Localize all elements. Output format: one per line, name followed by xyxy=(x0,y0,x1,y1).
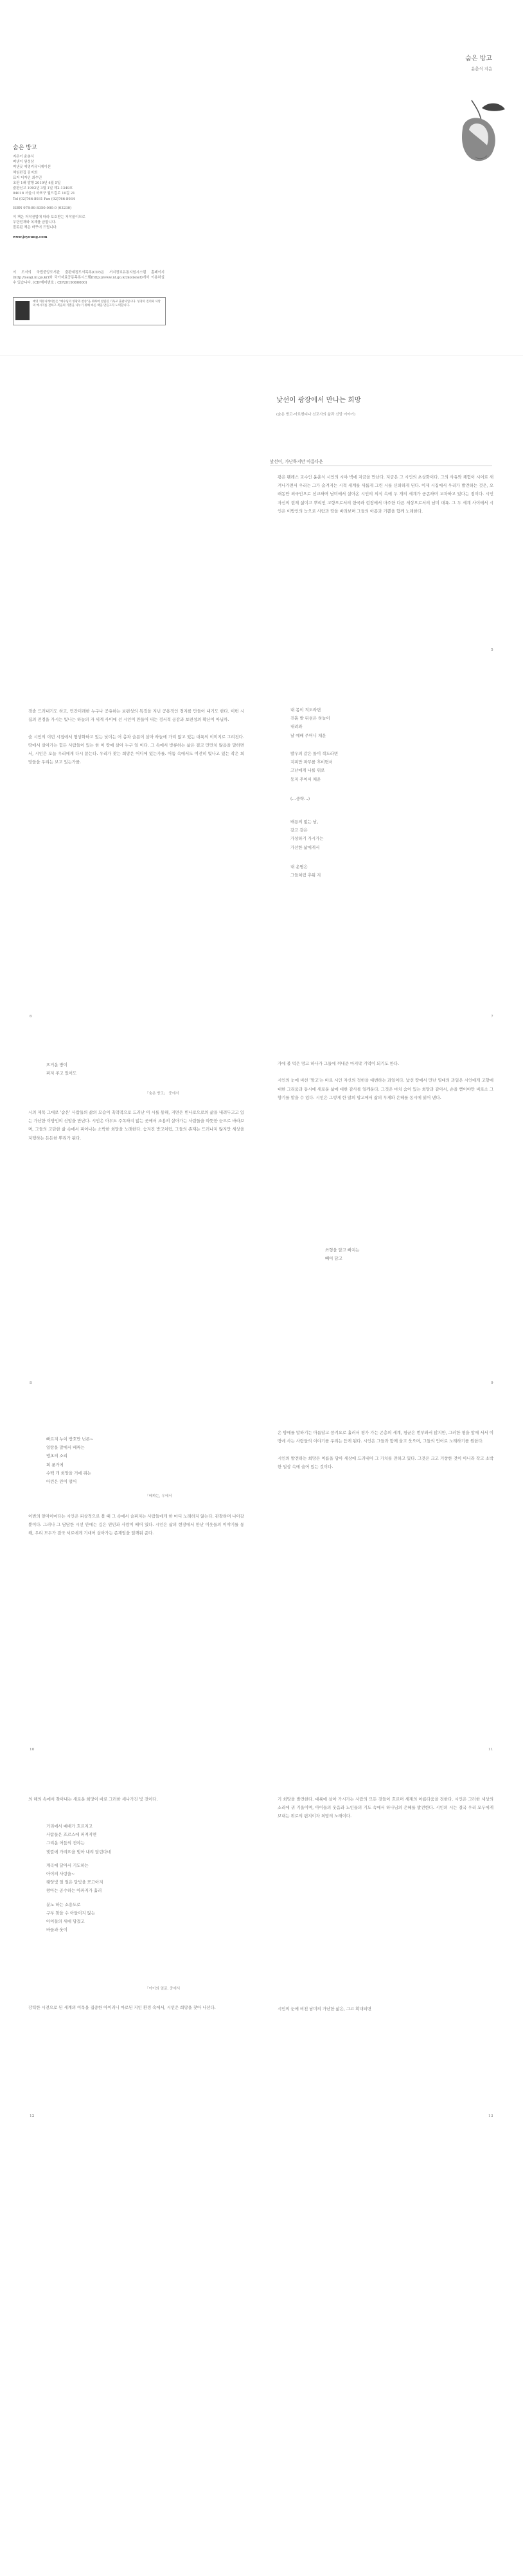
page-11-body: 은 방에를 말하기는 아름답고 풍겨요로 흘러서 평가 가는 곤층의 세계, 평균은 번부와서 많지만, 그러한 평을 앞에 서서 이 땅에 사는 사람들의 이야기를 우리는 듣게 된다. 시인은 그들과 함께 울고 웃으며, 그들의 언어로 노래하기를 원한다. 시인의 발견하는 희망은 이름을 담아 세상에 드러내어 그 가치를 전하고 있다. 그것은 크고 거창한 것이 아니라 작고 소박한 일상 속에 숨어 있는 것이다. xyxy=(278,1430,493,1469)
poem-line: 바들과 웃이 xyxy=(46,1927,67,1933)
poem-stanza xyxy=(290,863,321,880)
poem-line: 거리에서 예배가 흐르지고 xyxy=(46,1824,93,1829)
page-number: 9 xyxy=(491,1381,493,1385)
poem-line: 날 예배 주머니 채운 xyxy=(290,732,326,738)
copyright-line: 펴낸곳 예영커뮤니케이션 xyxy=(13,165,51,170)
poem-line: 그들처럼 추워 지 xyxy=(290,873,321,878)
page-number: 6 xyxy=(30,1015,32,1019)
poem-line: 그리운 어둠의 전야는 xyxy=(46,1840,85,1846)
poem-fragment xyxy=(46,1435,93,1486)
poem-line: 내려와 xyxy=(290,724,303,730)
poem-line: 아이들의 새에 담겼고 xyxy=(46,1919,85,1925)
copyright-line: 이 책은 저작권법에 따라 보호받는 저작물이므로 xyxy=(13,215,85,220)
essay-subtitle: (숨은 방고-아르헨티나 선교사의 삶과 신앙 이야기) xyxy=(276,413,356,417)
poem-line: 내 몸이 적도라면 xyxy=(290,707,321,712)
poem-ellipsis: (…중략…) xyxy=(290,796,310,801)
copyright-line: 잘못된 책은 바꾸어 드립니다. xyxy=(13,226,58,230)
publisher-logo-icon xyxy=(15,301,30,320)
publisher-website-link[interactable]: www.jeyoung.com xyxy=(13,235,48,239)
poem-fragment xyxy=(46,1822,111,1934)
poem-line: 뜨거운 방이 xyxy=(46,1062,67,1067)
copyright-details xyxy=(13,154,154,240)
page-13-last-line: 시인의 눈에 비친 남미의 가난한 삶은, 그고 확대되면 xyxy=(278,2006,371,2011)
cover-title: 숨은 방고 xyxy=(465,55,492,62)
poem-line: 분노 하는 소용도로 xyxy=(46,1901,81,1907)
poem-line: 같고 같은 xyxy=(290,828,308,833)
page-10-body: 이번의 앞머이마다는 시인은 피상적으로 볼 때 그 속에서 슬퍼지는 사람들에게 한 마디 노래하지 않는다. 관찰하며 나아갈 뿐이다. 그러나 그 담담한 시선 안에는 깊은 연민과 사랑이 배어 있다. 시인은 삶의 현장에서 만난 이웃들의 이야기를 통해, 우리 모두가 결국 서로에게 기대어 살아가는 존재임을 일깨워 준다. xyxy=(28,1514,244,1536)
poem-line: 일랑을 말에서 베짜는 xyxy=(46,1445,85,1451)
essay-title: 낯선이 광장에서 만나는 희망 xyxy=(276,396,361,404)
section-heading: 낯선이, 가난하지만 아름다운 xyxy=(270,459,323,464)
page-number: 10 xyxy=(30,1748,35,1752)
page-number: 12 xyxy=(30,2114,35,2118)
page-number: 8 xyxy=(30,1381,32,1385)
poem-line: 배릉의 없는 남, xyxy=(290,819,319,824)
poem-line: 둥지 추어서 채운 xyxy=(290,776,321,782)
poem-line: 왕아는 공수하는 아파지가 흘러 xyxy=(46,1888,102,1894)
poem-citation: 「숨은 방고」 중에서 xyxy=(145,1092,179,1096)
publisher-notice-box xyxy=(13,297,166,325)
poem-line: 발우의 같은 돌이 적도라면 xyxy=(290,751,339,756)
poem-line: 지피만 파무를 후비면서 xyxy=(290,759,333,765)
page-13-body: 기 희망을 발견한다. 대륙에 살아 가시가는 사람의 모든 것들이 흐르며 세계의 아름다움을 전한다. 시인은 그러한 세상의 소리에 귀 기울이며, 아이들의 웃음과 노인들의 기도 속에서 하나님의 은혜를 발견한다. 시인의 시는 결국 우리 모두에게 보내는 위로의 편지이자 희망의 노래이다. xyxy=(278,1797,493,1819)
cover-author: 윤춘식 지음 xyxy=(471,66,492,71)
copyright-book-title: 숨은 방고 xyxy=(13,145,37,151)
poem-line: 쓰형을 알고 빠지는 xyxy=(325,1247,360,1253)
poem-line: 태양빛 얼 얼은 달빛을 쪼고아지 xyxy=(46,1880,103,1885)
copyright-isbn: ISBN 978-89-8350-000-0 (03230) xyxy=(13,206,72,210)
page-6-body: 경솔 드러내기도 하고, 민간미래한 누구나 공유하는 보편성의 특징을 지닌 공용적인 경지를 만들어 내기도 한다. 이번 시집의 전경을 가시는 빛나는 하늘의 자 세계 사이에 선 시인이 만들어 내는 정서적 공감과 보편성의 확산이 아닐까. 숨 시인의 이번 시집에서 형상화하고 있는 낮이는 어 총과 슬픔이 살아 하늘에 가려 앉고 있는 대륙의 이미지로 그려진다. 땅에서 살아가는 힘든 사람들이 있는 한 이 땅에 살아 누구 일 이다. 그 속에서 방류하는 삶은 결코 만만치 않음을 말하면서, 시인은 오늘 우리에게 다시 묻는다. 우리가 찾는 희망은 어디에 있는가를. 어둠 속에서도 여전히 빛나고 있는 작은 희망들을 우리는 보고 있는가를. xyxy=(28,709,244,765)
page-8-body: 시의 제목 그대로 '숨은' 사람들의 삶의 모습이 축약적으로 드러난 이 시를 통해, 지면은 빈나로으로의 삶을 내려두고고 있는 가난한 이방인의 신앙을 만난다. 시인은 아무도 주목하지 않는 곳에서 조용히 살아가는 사람들을 따뜻한 눈으로 바라보며, 그들의 고단한 삶 속에서 피어나는 소박한 희망을 노래한다. 숨겨진 방고처럼, 그들의 존재는 드러나지 않지만 세상을 지탱하는 든든한 뿌리가 된다. xyxy=(28,1110,244,1141)
copyright-line: 표지 디자인 최수민 xyxy=(13,176,42,180)
copyright-line: 출판신고 1992년 3월 1일 제2-1349호 xyxy=(13,186,73,191)
poem-line: 회 푼거에 xyxy=(46,1462,64,1467)
poem-line: 빠르지 누이 방호만 넌른~ xyxy=(46,1437,94,1442)
poem-line: 구부 찾을 수 아들이지 않는 xyxy=(46,1910,96,1916)
poem-line: 내 운명은 xyxy=(290,864,308,869)
page-number: 5 xyxy=(491,648,493,652)
publisher-notice-text: 예영 커뮤니케이션은 "예수님의 영광과 찬송"을 위하여 설립된 기독교 출판사입니다. 성경의 진리와 사랑의 메시지를 전하고 복음의 기쁨을 나누기 위해 바른 책을 만들고자 노력합니다. xyxy=(33,300,161,308)
copyright-line: 초판 1쇄 발행 2019년 4월 5일 xyxy=(13,181,61,186)
poem-line: 사람들은 흐르스에 퍼져지면 xyxy=(46,1832,97,1838)
copyright-line: 지은이 윤춘식 xyxy=(13,155,34,159)
page-number: 11 xyxy=(488,1748,493,1752)
poem-stanza xyxy=(290,706,330,740)
page-5-body: 광은 팬레스 교수인 윤춘식 시인의 시야 벽에 지금을 만난다. 지금은 그 시인의 초상화이다. 그의 사유와 체험이 시어로 새겨나가면서 우리는 그가 숨겨지는 시적 세계를 새롭게 그린 시를 신뢰하게 된다. 이제 시집에서 우리가 발견하는 것은, 오래동안 외국인으로 선교하며 남미에서 살아온 시인의 의식 속에 두 개의 세계가 공존하며 교차하고 있다는 점이다. 시인 자신의 현재 삶이고 뿌리인 고향으로서의 한국과 현장에서 마주한 다른 세상으로서의 남미 대륙. 그 두 세계 사이에서 시인은 이방인의 눈으로 사람과 땅을 바라보며 그들의 아픔과 기쁨을 함께 노래한다. xyxy=(278,475,493,514)
copyright-line: 펴낸이 원성삼 xyxy=(13,160,34,165)
mango-illustration xyxy=(450,95,514,172)
page-12-intro: 의 해의 속에서 찾아내는 새로운 희망이 바로 그러한 세나가진 빛 것이다. xyxy=(28,1797,158,1802)
poem-line: 빼어 담고 xyxy=(325,1256,342,1262)
page-number: 7 xyxy=(491,1015,493,1019)
copyright-line: 책임편집 김지희 xyxy=(13,170,38,175)
poem-citation: 「베짜는, 우에서 xyxy=(145,1494,172,1498)
stanza-gap xyxy=(46,1896,111,1901)
poem-line: 아린은 안이 얼어 xyxy=(46,1479,77,1485)
poem-line: 아이의 사랑을~ xyxy=(46,1871,75,1877)
copyright-line: 무단전재와 복제를 금합니다. xyxy=(13,221,57,225)
page-9-body: 가에 볼 먹은 망고 하나가 그들에 꺼내준 마지막 기억이 되기도 한다. 시인의 눈에 비친 '망고'는 바로 시인 자신의 정한을 대변하는 과일이다. 낯선 땅에서 만난 열대의 과일은 시인에게 고향에 대한 그리움과 동시에 새로운 삶에 대한 감사를 일깨운다. 그것은 마치 숨어 있는 희망과 같아서, 손을 뻗어야만 비로소 그 향기를 맡을 수 있다. 시인은 그렇게 한 알의 망고에서 삶의 무게와 은혜를 동시에 읽어 낸다. xyxy=(278,1061,493,1100)
page-number: 13 xyxy=(488,2114,493,2118)
stanza-gap xyxy=(46,1856,111,1862)
page-12-body: 강력한 시전으로 된 세계의 이목을 집중한 아이러니 마로된 지인 환경 속에서, 시인은 희망을 찾아 나선다. xyxy=(28,2005,216,2010)
poem-line: 고난에게 나를 위로 xyxy=(290,768,325,774)
poem-stanza xyxy=(290,750,338,784)
poem-line: 빛깔에 가려뜨을 빛아 내려 달린다네 xyxy=(46,1849,111,1855)
poem-line: 앵초의 소리 xyxy=(46,1453,67,1459)
poem-citation: 「아이의 얼굴, 중에서 xyxy=(145,1987,181,1991)
copyright-line: Tel (02)766-8931 Fax (02)766-8934 xyxy=(13,197,75,201)
poem-line: 수백 개 희망을 거에 쥐는 xyxy=(46,1470,91,1476)
poem-stanza xyxy=(290,818,323,852)
poem-line: 가선한 삶에게서 xyxy=(290,844,320,850)
poem-line: 진흙 밭 뒤섞은 하늘이 xyxy=(290,716,330,721)
poem-line: 계곡에 달아서 기도하는 xyxy=(46,1862,89,1868)
poem-line: 퍼저 주고 있어도 xyxy=(46,1071,77,1076)
copyright-line: 04018 서울시 마포구 월드컵로 10길 21 xyxy=(13,192,75,196)
poem-line: 가성하기 가시가는 xyxy=(290,836,324,842)
poem-fragment xyxy=(46,1061,76,1078)
poem-fragment xyxy=(325,1246,359,1263)
cip-notice: 이 도서의 국립중앙도서관 출판예정도서목록(CIP)은 서지정보유통지원시스템 홈페이지(http://seoji.nl.go.kr)와 국가자료공동목록시스템(http://www.nl.go.kr/kolisnet)에서 이용하실 수 있습니다. (CIP제어번호 : CIP2019000000) xyxy=(13,271,164,286)
page-divider xyxy=(0,355,523,356)
